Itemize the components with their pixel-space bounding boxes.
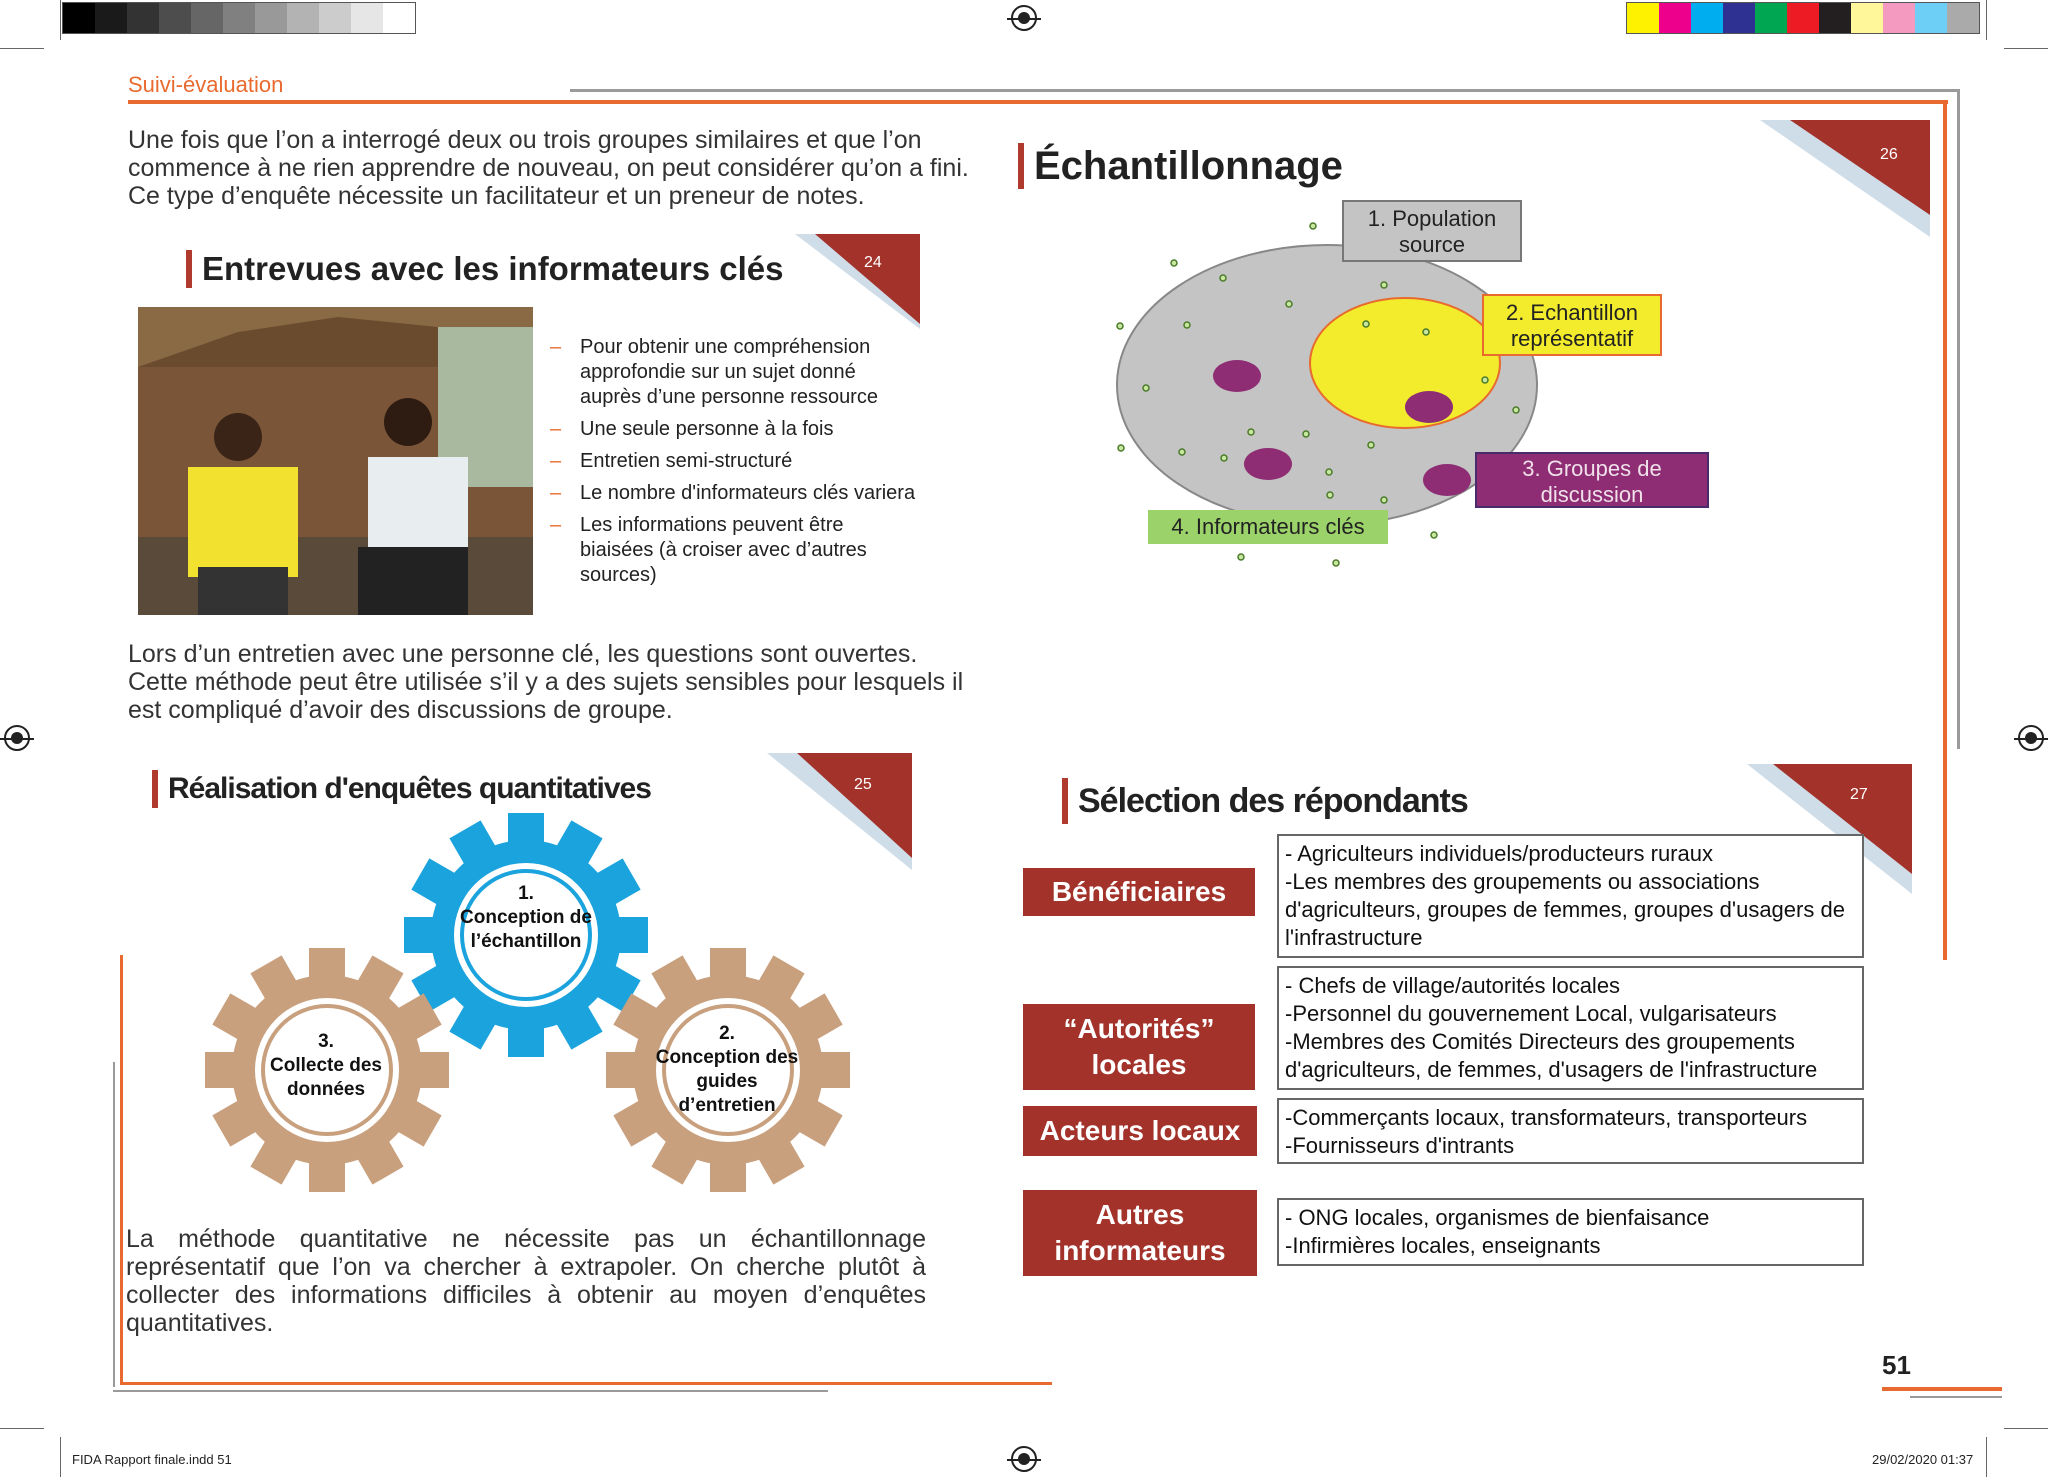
frame-orange-right [1943,100,1947,960]
interview-photo [138,307,533,615]
crop-mark [1986,1437,1987,1477]
category-autres: Autres informateurs [1023,1190,1257,1276]
gear-3-label [256,1030,396,1102]
category-line: - Agriculteurs individuels/producteurs ruraux [1285,841,1713,866]
category-box-autorites [1277,966,1864,1090]
page-number: 51 [1882,1350,1911,1380]
slide25-title [152,770,651,808]
slide24-bullets [550,335,920,595]
group-dot [1244,448,1292,480]
slide24-title [186,250,783,288]
category-box-beneficiaires [1277,834,1864,958]
frame-gray-bottom [113,1390,828,1392]
crop-mark [60,0,61,40]
gear-3-text: Collecte des données [270,1055,382,1100]
crop-mark [2004,48,2048,49]
group-dot [1405,391,1453,423]
bullet-item: – Une seule personne à la fois [550,417,920,442]
category-box-acteurs [1277,1098,1864,1164]
group-dot [1423,464,1471,496]
sample-ellipse [1310,298,1500,428]
slide25-heading: Réalisation d'enquêtes quantitatives [152,770,651,808]
gear-2-num: 2. [719,1023,735,1044]
registration-mark-left [4,725,30,751]
gears-diagram [180,805,880,1205]
page-number-rule-gray [1910,1396,2002,1398]
category-line: - Chefs de village/autorités locales [1285,973,1621,998]
slide24-number: 24 [864,254,882,271]
frame-orange-left [120,955,123,1385]
gear-1-label [446,882,606,954]
page-number-rule [1882,1387,2002,1391]
gear-2-label [652,1022,802,1118]
registration-mark-bottom [1011,1446,1037,1472]
gear-2-text: Conception des guides d’entretien [655,1047,799,1116]
header-rule-gray [570,89,1960,92]
category-beneficiaires: Bénéficiaires [1023,868,1255,916]
footer-date: 29/02/2020 01:37 [1872,1452,1974,1467]
category-line: -Personnel du gouvernement Local, vulgarisateurs [1285,1001,1777,1026]
category-box-autres [1277,1198,1864,1266]
slide26-heading: Échantillonnage [1018,143,1343,189]
population-label: 1. Population source [1342,200,1522,262]
category-line: - ONG locales, organismes de bienfaisance [1285,1205,1710,1230]
slide27-number: 27 [1850,786,1868,803]
quant-paragraph: La méthode quantitative ne nécessite pas un échantillonnage représentatif que l’on va chercher à extrapoler. On cherche plutôt à collecter des informations difficiles à obtenir au moyen d’enquêtes quantitatives. [126,1225,926,1337]
bullet-item: – Le nombre d'informateurs clés variera [550,481,920,506]
crop-mark [1986,0,1987,40]
informants-label: 4. Informateurs clés [1148,510,1388,544]
crop-mark [2004,1428,2048,1429]
crop-mark [0,1428,44,1429]
category-acteurs: Acteurs locaux [1023,1106,1257,1156]
registration-mark-top [1011,5,1037,31]
header-rule [128,100,1948,104]
gear-1-text: Conception de l’échantillon [460,907,592,952]
slide26-corner [1760,120,1930,237]
bullet-item: – Les informations peuvent être biaisées (à croiser avec d’autres sources) [550,513,920,588]
bullet-item: – Pour obtenir une compréhension approfondie sur un sujet donné auprès d’une personne ressource [550,335,920,410]
slide27-heading: Sélection des répondants [1062,778,1468,824]
registration-mark-right [2018,725,2044,751]
bullet-item: – Entretien semi-structuré [550,449,920,474]
grayscale-calibration-bar [62,2,416,34]
interview-paragraph: Lors d’un entretien avec une personne clé, les questions sont ouvertes. Cette méthode peut être utilisée s’il y a des sujets sensibles pour lesquels il est compliqué d’avoir des discussions de groupe. [128,640,964,724]
slide27-title [1062,778,1468,824]
section-label: Suivi-évaluation [128,72,284,97]
color-calibration-bar [1626,2,1980,34]
slide24-corner [765,234,920,329]
frame-orange-bottom [120,1382,1052,1385]
slide26-number: 26 [1880,146,1898,163]
footer-file: FIDA Rapport finale.indd 51 [72,1452,232,1467]
gear-1-num: 1. [518,883,534,904]
slide26-title [1018,143,1343,189]
category-line: -Les membres des groupements ou associations d'agriculteurs, groupes de femmes, groupes d'usagers de l'infrastructure [1285,869,1845,950]
frame-gray-right [1957,89,1960,749]
slide24-heading: Entrevues avec les informateurs clés [186,250,783,288]
crop-mark [60,1437,61,1477]
category-line: -Infirmières locales, enseignants [1285,1233,1601,1258]
gear-3-num: 3. [318,1031,334,1052]
category-line: -Membres des Comités Directeurs des groupements d'agriculteurs, de femmes, d'usagers de l'infrastructure [1285,1029,1818,1082]
sample-label: 2. Echantillon représentatif [1482,294,1662,356]
frame-gray-left [113,1062,115,1387]
group-dot [1213,360,1261,392]
crop-mark [0,48,44,49]
category-line: -Commerçants locaux, transformateurs, transporteurs [1285,1105,1808,1130]
intro-paragraph: Une fois que l’on a interrogé deux ou trois groupes similaires et que l’on commence à ne rien apprendre de nouveau, on peut considérer qu’on a fini. Ce type d’enquête nécessite un facilitateur et un preneur de notes. [128,126,969,210]
slide25-number: 25 [854,776,872,793]
category-line: -Fournisseurs d'intrants [1285,1133,1515,1158]
groups-label: 3. Groupes de discussion [1475,452,1709,508]
category-autorites: “Autorités” locales [1023,1004,1255,1090]
